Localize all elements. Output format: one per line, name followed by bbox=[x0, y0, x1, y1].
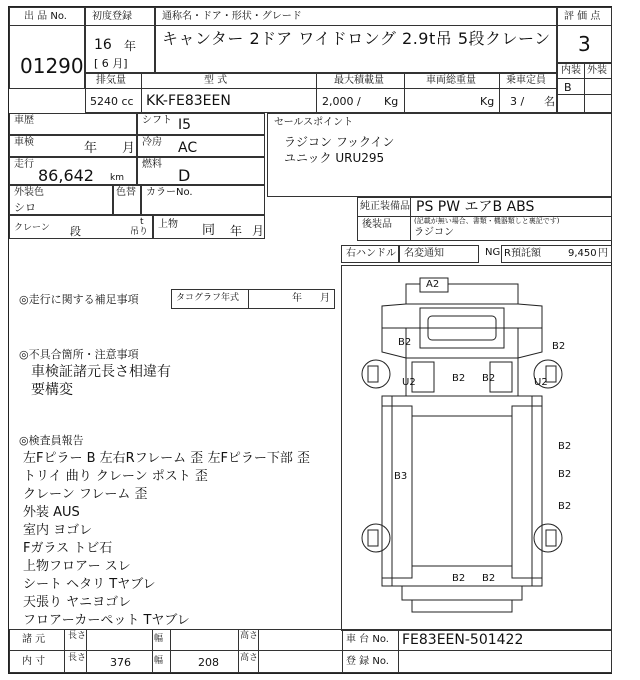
recycle-cell bbox=[501, 245, 612, 263]
damage-mark: B2 bbox=[558, 501, 572, 512]
lot-label: 出 品 No. bbox=[24, 11, 67, 22]
fuel-cell bbox=[137, 157, 265, 185]
specs-label: 諸 元 bbox=[22, 634, 46, 645]
ext-color-label: 外装色 bbox=[14, 187, 44, 198]
max-load-unit: Kg bbox=[384, 95, 399, 108]
tachograph-box bbox=[171, 289, 335, 309]
damage-mark: B3 bbox=[394, 471, 408, 482]
after-equipment-note: (記載が無い場合、書類・機器類しと裏記です) bbox=[414, 217, 560, 225]
crane-ton-unit: t bbox=[140, 217, 144, 227]
defect-line: 車検証諸元長さ相違有 bbox=[31, 364, 171, 380]
color-change-label: 色替 bbox=[116, 187, 136, 198]
inspector-line: 天張り ヤニヨゴレ bbox=[23, 595, 132, 610]
displacement-label: 排気量 bbox=[96, 75, 126, 86]
spec-row bbox=[85, 73, 557, 113]
mileage-unit: km bbox=[110, 173, 124, 183]
first-reg-year: 16 bbox=[94, 37, 112, 53]
ac-cell bbox=[137, 135, 265, 157]
damage-mark: B2 bbox=[452, 373, 466, 384]
rating-label: 評 価 点 bbox=[564, 11, 601, 22]
first-reg-label: 初度登録 bbox=[92, 11, 132, 22]
tachograph-month-unit: 月 bbox=[320, 293, 330, 304]
damage-mark: B2 bbox=[398, 337, 412, 348]
interior-width: 208 bbox=[198, 656, 219, 669]
length-label: 長さ bbox=[68, 653, 87, 663]
recycle-yen: 円 bbox=[598, 248, 608, 259]
interior-grade: B bbox=[564, 81, 572, 94]
lot-box bbox=[9, 7, 85, 89]
name-label: 通称名・ドア・形状・グレード bbox=[162, 11, 302, 22]
interior-dims-label: 内 寸 bbox=[22, 656, 46, 667]
capacity-value: 3 / bbox=[510, 95, 525, 108]
capacity-label: 乗車定員 bbox=[506, 75, 546, 86]
inspector-line: 上物フロアー スレ bbox=[23, 559, 131, 574]
crane-lift-unit: 吊り bbox=[130, 227, 149, 237]
width-label: 幅 bbox=[154, 656, 164, 666]
inspector-line: フロアーカーペット Tヤブレ bbox=[23, 613, 190, 628]
recycle-label: R預託額 bbox=[504, 248, 541, 259]
exterior-label: 外装 bbox=[587, 65, 607, 76]
inspector-line: 左Fピラー B 左右Rフレーム 歪 左Fピラー下部 歪 bbox=[23, 451, 311, 466]
first-reg-box bbox=[85, 7, 155, 73]
interior-label: 内装 bbox=[561, 65, 581, 76]
crane-cell bbox=[9, 215, 153, 239]
width-label: 幅 bbox=[154, 634, 164, 644]
shift-label: シフト bbox=[142, 115, 172, 126]
rhd-cell bbox=[341, 245, 399, 263]
crane-label: クレーン bbox=[14, 223, 50, 233]
registration-label: 登 録 No. bbox=[346, 656, 389, 667]
inspector-line: 室内 ヨゴレ bbox=[23, 523, 93, 538]
defect-title: ◎不具合箇所・注意事項 bbox=[19, 348, 139, 361]
first-reg-month: [ 6 月] bbox=[94, 57, 128, 70]
deck-year-unit: 年 bbox=[230, 224, 243, 238]
length-label: 長さ bbox=[68, 631, 87, 641]
mileage-label: 走行 bbox=[14, 159, 34, 170]
inspector-line: トリイ 曲り クレーン ポスト 歪 bbox=[23, 469, 208, 484]
inspector-line: 外装 AUS bbox=[23, 505, 80, 520]
ac-value: AC bbox=[178, 140, 198, 156]
sales-points-label: セールスポイント bbox=[274, 117, 354, 128]
height-label: 高さ bbox=[240, 653, 259, 663]
chassis-label: 車 台 No. bbox=[346, 634, 389, 645]
inspector-line: Fガラス トビ石 bbox=[23, 541, 113, 556]
inspection-month-unit: 月 bbox=[122, 141, 136, 156]
model-value: KK-FE83EEN bbox=[146, 93, 231, 109]
color-no-cell bbox=[141, 185, 265, 215]
damage-mark: B2 bbox=[452, 573, 466, 584]
inspector-line: クレーン フレーム 歪 bbox=[23, 487, 148, 502]
capacity-unit: 名 bbox=[544, 95, 555, 108]
inspection-label: 車検 bbox=[14, 137, 34, 148]
damage-mark: U2 bbox=[402, 377, 416, 388]
rhd-label: 右ハンドル bbox=[346, 248, 396, 259]
interior-length: 376 bbox=[110, 656, 131, 669]
footer-table bbox=[9, 629, 612, 673]
tachograph-year-unit: 年 bbox=[292, 293, 302, 304]
model-label: 型 式 bbox=[204, 75, 228, 86]
vehicle-diagram-frame bbox=[341, 265, 612, 631]
max-load-label: 最大積載量 bbox=[334, 75, 384, 86]
fuel-value: D bbox=[178, 166, 191, 185]
name-box bbox=[155, 7, 557, 73]
damage-mark: B2 bbox=[558, 441, 572, 452]
sales-point-line: ユニック URU295 bbox=[284, 151, 385, 165]
rating-value: 3 bbox=[578, 32, 591, 56]
gross-weight-label: 車両総重量 bbox=[426, 75, 476, 86]
mileage-value: 86,642 bbox=[38, 166, 94, 185]
fuel-label: 燃料 bbox=[142, 159, 162, 170]
gross-weight-unit: Kg bbox=[480, 95, 495, 108]
ext-color-value: シロ bbox=[14, 201, 36, 214]
interior-exterior-box bbox=[557, 63, 612, 113]
inspection-year-unit: 年 bbox=[84, 141, 98, 156]
ac-label: 冷房 bbox=[142, 137, 162, 148]
deck-value: 同 bbox=[202, 223, 216, 238]
history-cell bbox=[9, 113, 137, 135]
first-reg-year-unit: 年 bbox=[124, 39, 137, 53]
shift-value: I5 bbox=[178, 117, 192, 133]
damage-mark: A2 bbox=[426, 279, 440, 290]
damage-mark: B2 bbox=[558, 469, 572, 480]
rating-box bbox=[557, 7, 612, 63]
history-label: 車歴 bbox=[14, 115, 34, 126]
lot-number: 01290 bbox=[20, 54, 84, 78]
recycle-value: 9,450 bbox=[568, 248, 597, 259]
height-label: 高さ bbox=[240, 631, 259, 641]
std-equipment-label: 純正装備品 bbox=[360, 201, 410, 212]
sales-point-line: ラジコン フックイン bbox=[284, 135, 395, 149]
inspector-line: シート ヘタリ Tヤブレ bbox=[23, 577, 156, 592]
damage-mark: U2 bbox=[534, 377, 548, 388]
ext-color-cell bbox=[9, 185, 113, 215]
equipment-box bbox=[357, 197, 612, 241]
mileage-cell bbox=[9, 157, 137, 185]
crane-stage-unit: 段 bbox=[70, 225, 81, 238]
inspector-title: ◎検査員報告 bbox=[19, 434, 84, 447]
max-load-value: 2,000 / bbox=[322, 95, 361, 108]
displacement-value: 5240 cc bbox=[90, 95, 134, 108]
shift-cell bbox=[137, 113, 265, 135]
vehicle-name: キャンター 2ドア ワイドロング 2.9t吊 5段クレーン bbox=[162, 29, 551, 48]
auction-sheet bbox=[8, 6, 612, 674]
deck-cell bbox=[153, 215, 265, 239]
std-equipment-value: PS PW エアB ABS bbox=[416, 199, 535, 215]
damage-mark: B2 bbox=[482, 373, 496, 384]
color-change-cell bbox=[113, 185, 141, 215]
ng-label: NG bbox=[485, 247, 501, 258]
sales-points-box bbox=[267, 113, 612, 197]
tachograph-label: タコグラフ年式 bbox=[176, 293, 240, 303]
damage-mark: B2 bbox=[482, 573, 496, 584]
defect-line: 要構変 bbox=[31, 382, 73, 398]
deck-label: 上物 bbox=[158, 219, 178, 230]
after-equipment-label: 後装品 bbox=[362, 219, 392, 230]
after-equipment-value: ラジコン bbox=[414, 227, 454, 238]
name-change-cell bbox=[399, 245, 479, 263]
chassis-value: FE83EEN-501422 bbox=[402, 632, 524, 648]
inspection-cell bbox=[9, 135, 137, 157]
color-no-label: カラーNo. bbox=[146, 187, 193, 198]
running-notes-title: ◎走行に関する補足事項 bbox=[19, 293, 139, 306]
deck-month-unit: 月 bbox=[252, 224, 265, 238]
name-change-label: 名変通知 bbox=[404, 248, 444, 259]
damage-mark: B2 bbox=[552, 341, 566, 352]
